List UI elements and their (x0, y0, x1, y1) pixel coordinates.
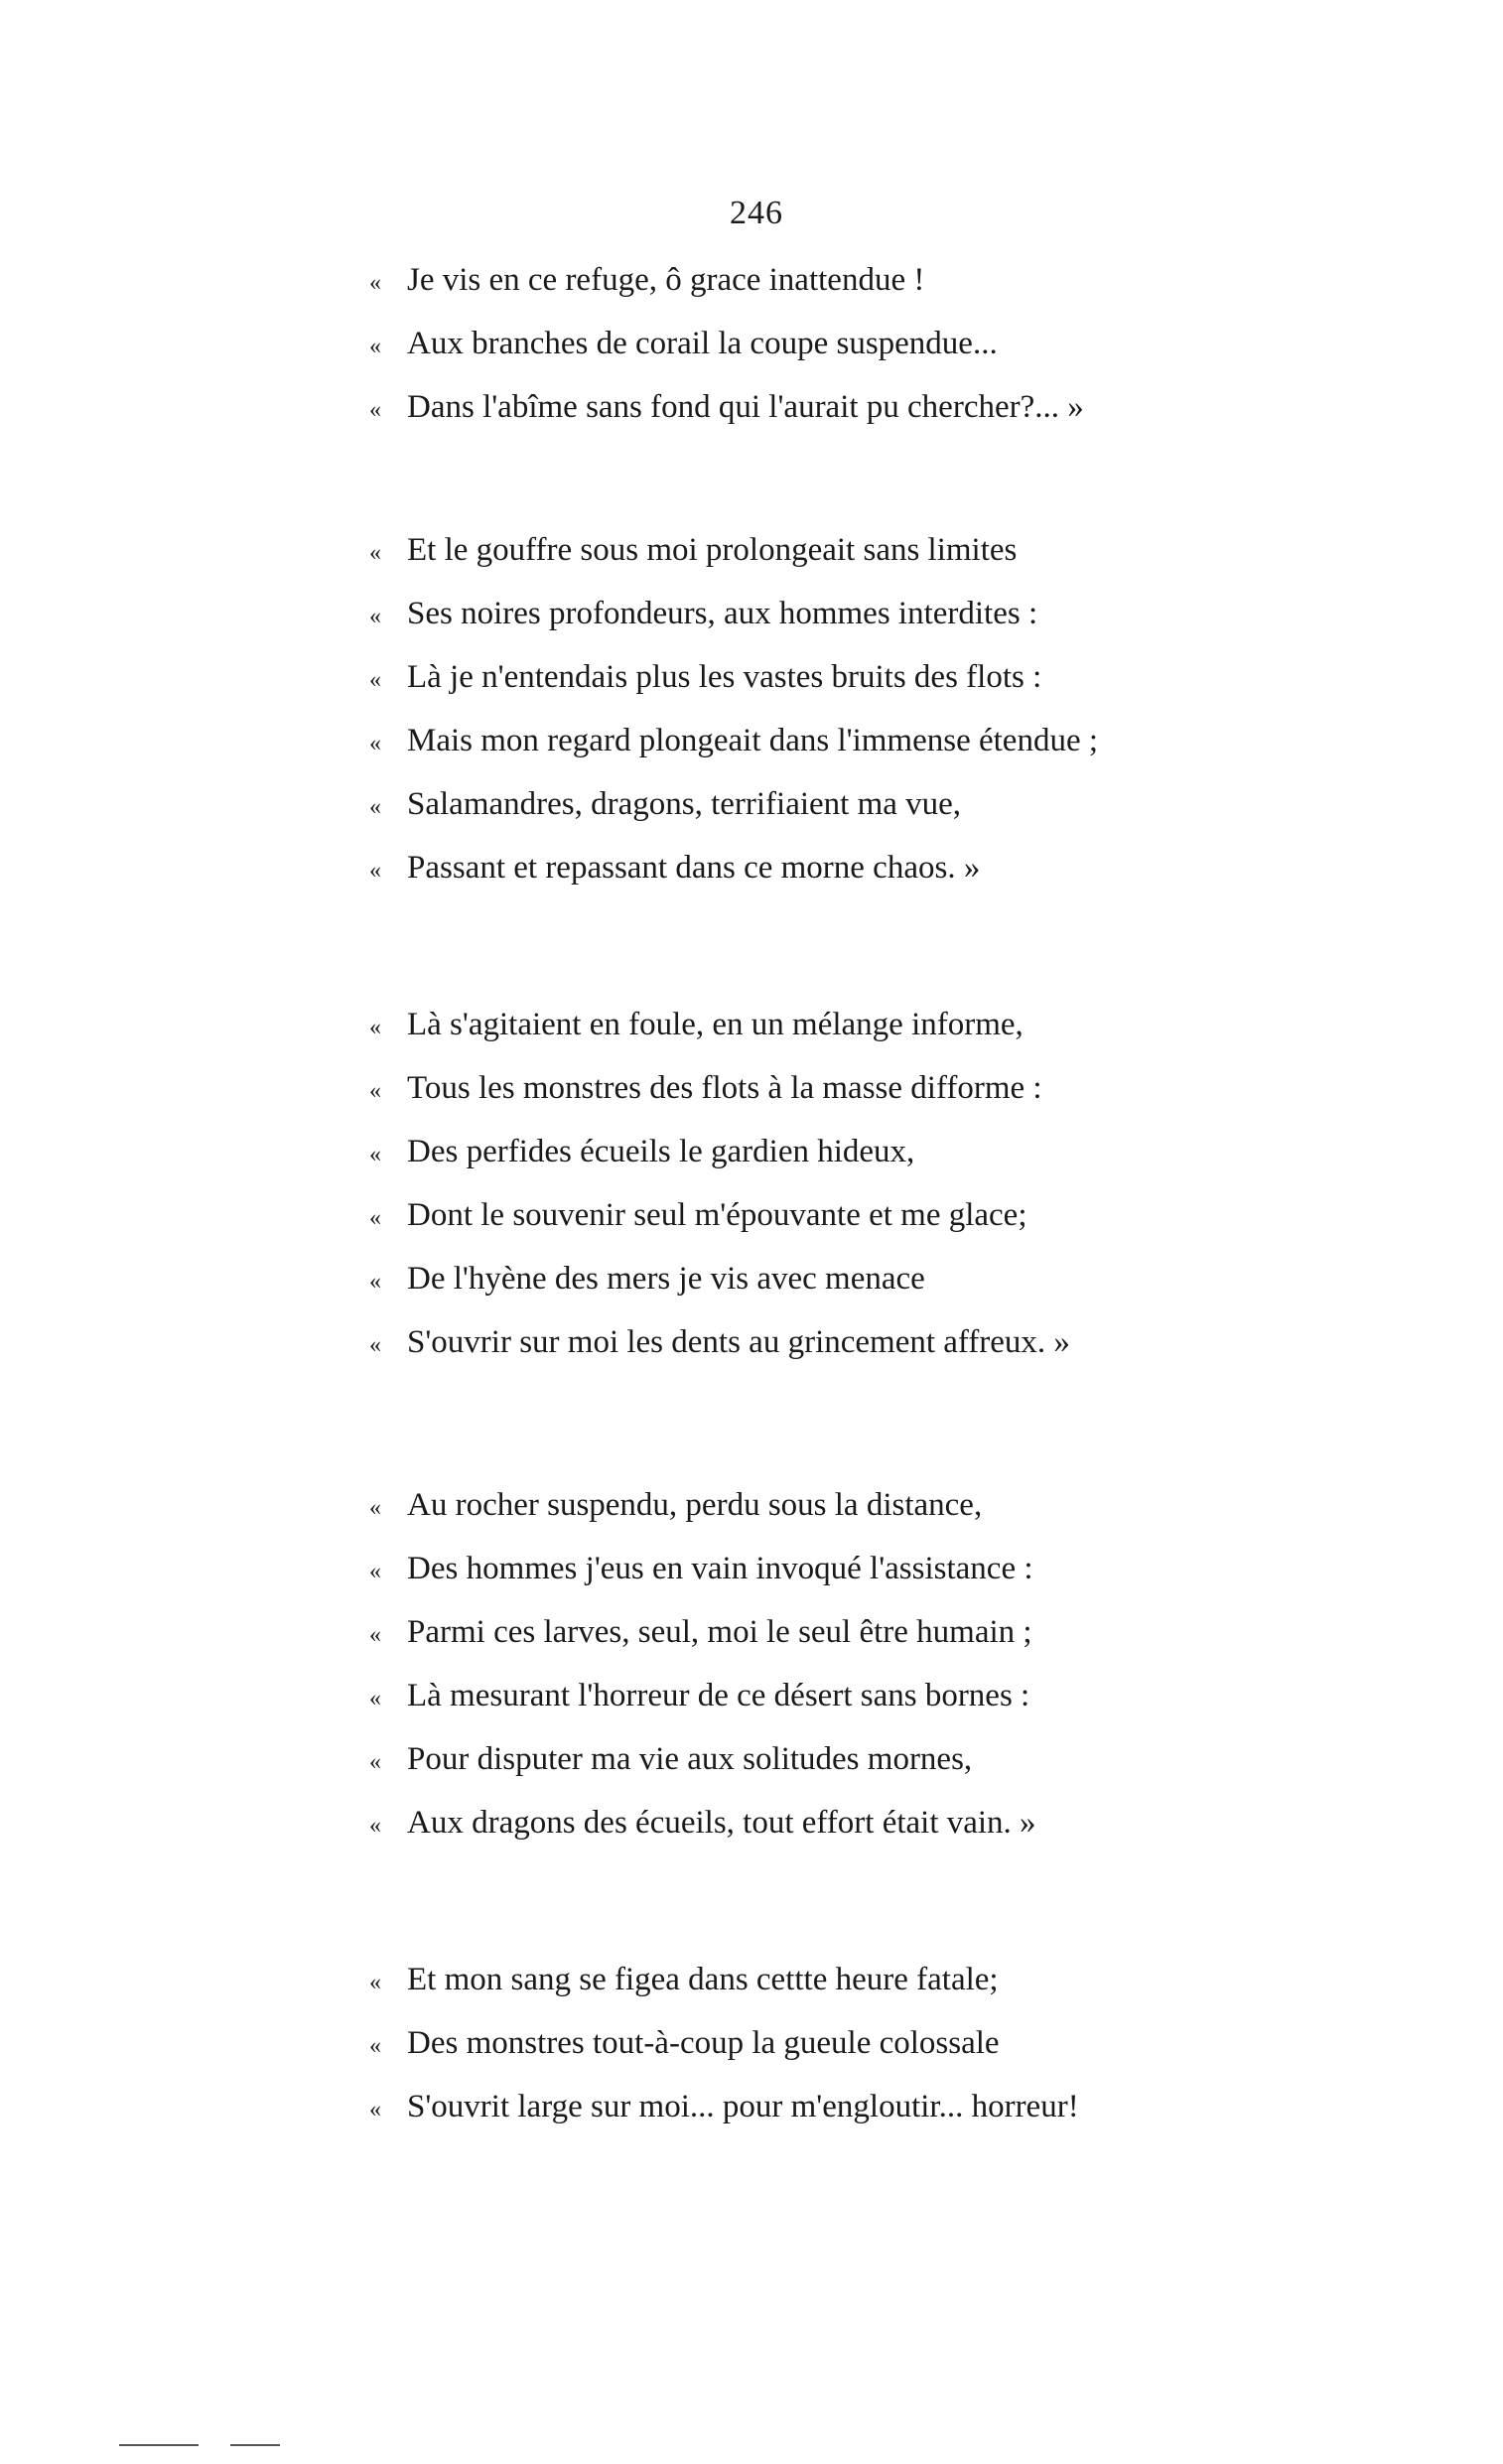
verse-line (369, 1664, 1342, 1727)
verse-line (369, 1948, 1342, 2011)
opening-guillemet: « (369, 1142, 381, 1167)
verse-line (369, 1183, 1342, 1247)
verse-text: Là mesurant l'horreur de ce désert sans bornes : (407, 1678, 1030, 1713)
verse-text: Au rocher suspendu, perdu sous la distance, (407, 1487, 983, 1523)
verse-text: Là s'agitaient en foule, en un mélange informe, (407, 1007, 1024, 1042)
verse-line (369, 1727, 1342, 1791)
verse-line (369, 1310, 1342, 1374)
verse-line (369, 2011, 1342, 2075)
verse-text: Ses noires profondeurs, aux hommes interdites : (407, 596, 1038, 631)
verse-line (369, 1600, 1342, 1664)
opening-guillemet: « (369, 1015, 381, 1040)
verse-text: De l'hyène des mers je vis avec menace (407, 1261, 925, 1297)
verse-text: Mais mon regard plongeait dans l'immense étendue ; (407, 723, 1099, 758)
opening-guillemet: « (369, 2097, 381, 2122)
verse-line (369, 248, 1342, 312)
opening-guillemet: « (369, 540, 381, 566)
opening-guillemet: « (369, 1559, 381, 1584)
verse-text: Dont le souvenir seul m'épouvante et me glace; (407, 1197, 1027, 1233)
verse-line (369, 312, 1342, 375)
verse-line (369, 1473, 1342, 1537)
verse-line (369, 772, 1342, 836)
verse-line (369, 375, 1342, 439)
verse-text: Des hommes j'eus en vain invoqué l'assistance : (407, 1551, 1033, 1586)
verse-line (369, 1247, 1342, 1310)
verse-line (369, 582, 1342, 645)
verse-text: Dans l'abîme sans fond qui l'aurait pu chercher?... » (407, 389, 1084, 425)
verse-text: Des monstres tout-à-coup la gueule colossale (407, 2025, 1000, 2061)
verse-line (369, 1120, 1342, 1183)
verse-text: Je vis en ce refuge, ô grace inattendue ! (407, 262, 925, 298)
page-number: 246 (730, 195, 783, 231)
stanza-2 (369, 518, 1342, 899)
stanza-1 (369, 248, 1342, 439)
opening-guillemet: « (369, 794, 381, 820)
stanza-5 (369, 1948, 1342, 2138)
opening-guillemet: « (369, 604, 381, 629)
verse-line (369, 518, 1342, 582)
verse-line (369, 993, 1342, 1056)
verse-text: S'ouvrir sur moi les dents au grincement affreux. » (407, 1324, 1070, 1360)
verse-text: Aux dragons des écueils, tout effort était vain. » (407, 1805, 1036, 1841)
verse-text: Des perfides écueils le gardien hideux, (407, 1134, 915, 1169)
verse-text: Salamandres, dragons, terrifiaient ma vue, (407, 786, 962, 822)
scan-edge-marks (0, 2444, 338, 2448)
verse-text: Aux branches de corail la coupe suspendue... (407, 326, 998, 361)
opening-guillemet: « (369, 1205, 381, 1231)
verse-text: Pour disputer ma vie aux solitudes mornes, (407, 1741, 973, 1777)
verse-line (369, 2075, 1342, 2138)
opening-guillemet: « (369, 1686, 381, 1711)
verse-line (369, 645, 1342, 709)
stanza-3 (369, 993, 1342, 1374)
verse-text: Tous les monstres des flots à la masse difforme : (407, 1070, 1042, 1106)
opening-guillemet: « (369, 1622, 381, 1648)
opening-guillemet: « (369, 2033, 381, 2059)
verse-line (369, 709, 1342, 772)
opening-guillemet: « (369, 858, 381, 884)
verse-text: Parmi ces larves, seul, moi le seul être humain ; (407, 1614, 1032, 1650)
opening-guillemet: « (369, 667, 381, 693)
opening-guillemet: « (369, 334, 381, 359)
stanza-4 (369, 1473, 1342, 1854)
opening-guillemet: « (369, 1078, 381, 1104)
opening-guillemet: « (369, 270, 381, 296)
opening-guillemet: « (369, 1269, 381, 1295)
opening-guillemet: « (369, 1495, 381, 1521)
verse-text: Et mon sang se figea dans cettte heure fatale; (407, 1962, 999, 1997)
verse-text: S'ouvrit large sur moi... pour m'engloutir... horreur! (407, 2089, 1079, 2124)
opening-guillemet: « (369, 397, 381, 423)
opening-guillemet: « (369, 1813, 381, 1839)
opening-guillemet: « (369, 1749, 381, 1775)
verse-line (369, 1537, 1342, 1600)
verse-text: Là je n'entendais plus les vastes bruits des flots : (407, 659, 1042, 695)
opening-guillemet: « (369, 1332, 381, 1358)
verse-text: Passant et repassant dans ce morne chaos. » (407, 850, 981, 886)
verse-text: Et le gouffre sous moi prolongeait sans limites (407, 532, 1018, 568)
verse-line (369, 836, 1342, 899)
verse-line (369, 1791, 1342, 1854)
opening-guillemet: « (369, 731, 381, 756)
verse-line (369, 1056, 1342, 1120)
opening-guillemet: « (369, 1970, 381, 1995)
